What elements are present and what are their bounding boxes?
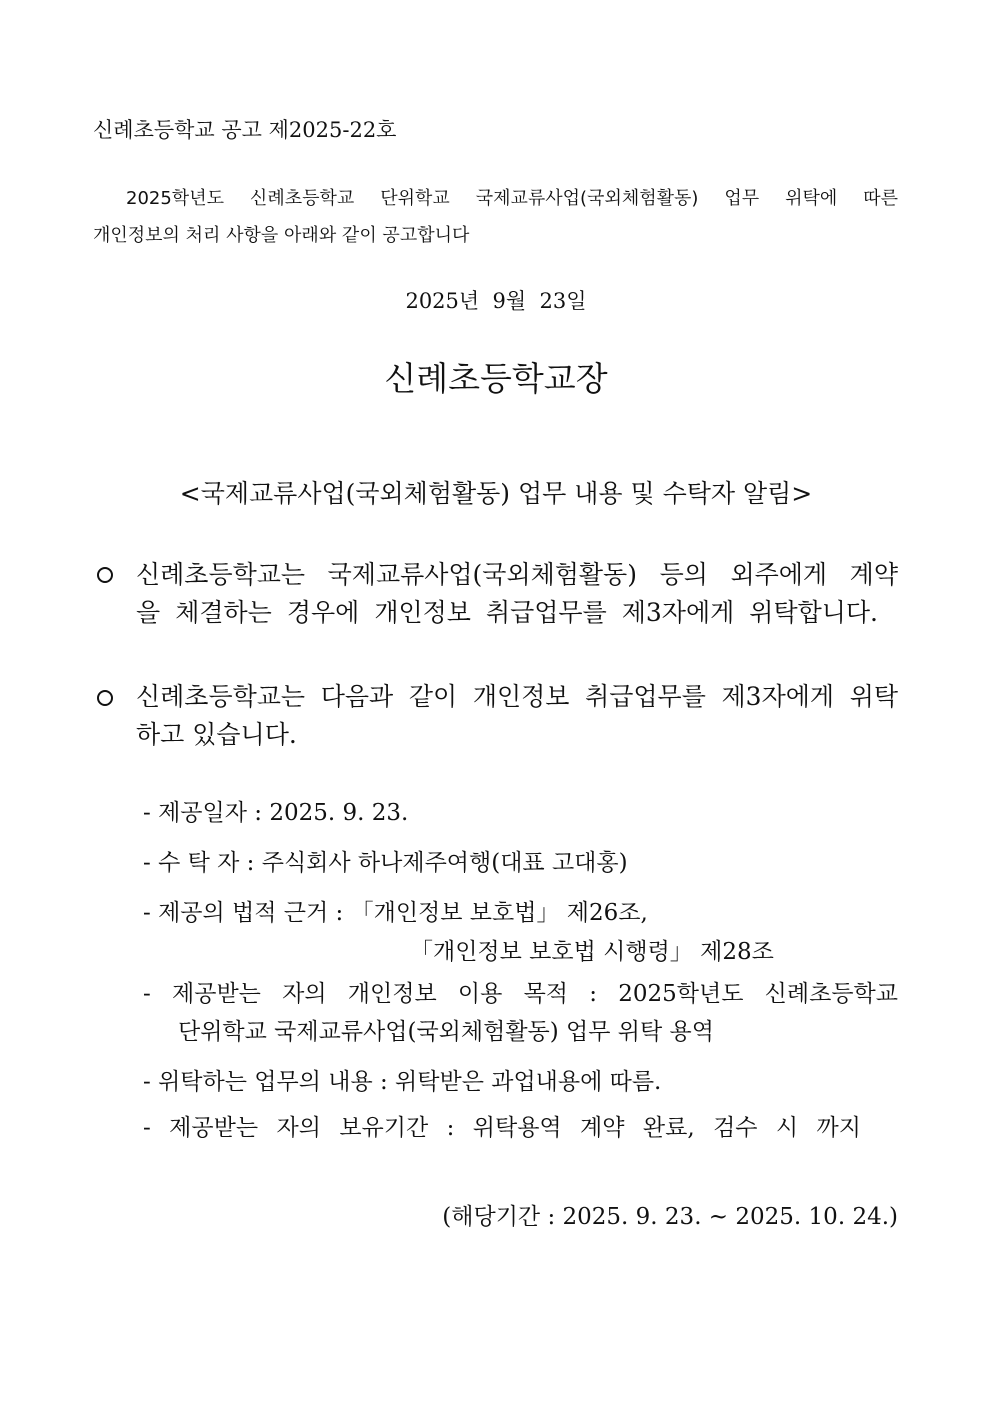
bullet-2-line-1: 신례초등학교는 다음과 같이 개인정보 취급업무를 제3자에게 위탁 [136,682,898,711]
item-task-content: - 위탁하는 업무의 내용 : 위탁받은 과업내용에 따름. [143,1069,662,1095]
section-heading: <국제교류사업(국외체험활동) 업무 내용 및 수탁자 알림> [179,479,813,508]
item-legal-basis-cont: 「개인정보 보호법 시행령」 제28조 [410,939,774,965]
item-retention-period: - 제공받는 자의 보유기간 : 위탁용역 계약 완료, 검수 시 까지 [143,1115,861,1141]
bullet-1-line-1: 신례초등학교는 국제교류사업(국외체험활동) 등의 외주에게 계약 [136,560,898,589]
circle-bullet-icon [97,567,113,583]
item-legal-basis: - 제공의 법적 근거 : 「개인정보 보호법」 제26조, [143,900,648,926]
bullet-2-line-2: 하고 있습니다. [136,720,297,749]
intro-line-2: 개인정보의 처리 사항을 아래와 같이 공고합니다 [93,225,470,246]
notice-date: 2025년 9월 23일 [405,289,587,313]
item-provision-date: - 제공일자 : 2025. 9. 23. [143,800,409,826]
circle-bullet-icon [97,690,113,706]
item-purpose: - 제공받는 자의 개인정보 이용 목적 : 2025학년도 신례초등학교 [143,981,898,1007]
intro-line-1: 2025학년도 신례초등학교 단위학교 국제교류사업(국외체험활동) 업무 위탁에 따른 [126,188,898,209]
item-purpose-cont: 단위학교 국제교류사업(국외체험활동) 업무 위탁 용역 [178,1019,714,1045]
notice-number: 신례초등학교 공고 제2025-22호 [93,118,397,142]
item-trustee: - 수 탁 자 : 주식회사 하나제주여행(대표 고대홍) [143,850,628,876]
bullet-1-line-2: 을 체결하는 경우에 개인정보 취급업무를 제3자에게 위탁합니다. [136,598,878,627]
applicable-period: (해당기간 : 2025. 9. 23. ~ 2025. 10. 24.) [442,1204,898,1230]
issuer-title: 신례초등학교장 [384,359,608,398]
